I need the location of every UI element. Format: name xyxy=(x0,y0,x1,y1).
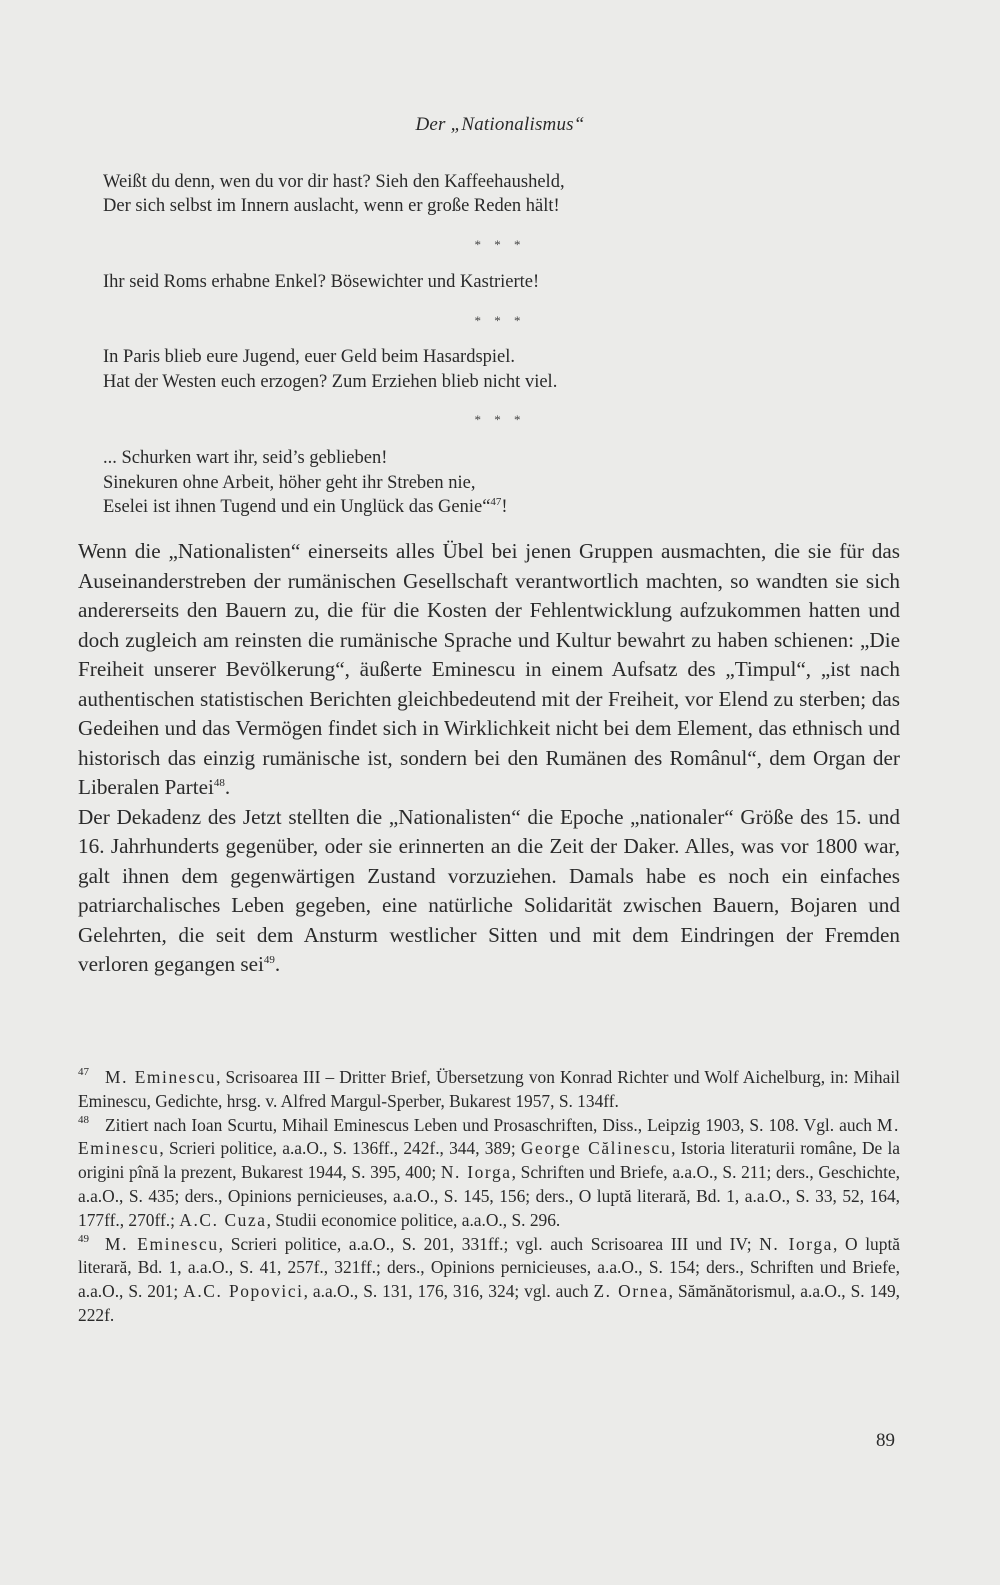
running-header: Der „Nationalismus“ xyxy=(415,114,585,135)
footnote-ref: 47 xyxy=(490,495,502,508)
stanza-separator: * * * xyxy=(474,412,526,427)
footnote-text: , a.a.O., S. 131, 176, 316, 324; vgl. auch xyxy=(303,1281,594,1302)
poem-line: Hat der Westen euch erzogen? Zum Erziehen blieb nicht viel. xyxy=(103,372,558,392)
footnote-text: , Scrisoarea III – Dritter Brief, Übersetzung von Konrad Richter und Wolf Aichelburg, in: Mihail Eminescu, Gedichte, hrsg. v. Alfred Margul-Sperber, Bukarest 1957, S. 134ff. xyxy=(78,1067,900,1111)
poem-last-line-text: Eselei ist ihnen Tugend und ein Unglück das Genie“ xyxy=(103,497,491,517)
footnote-text: , Istoria literaturii române, De la origini pînă la prezent, Bukarest 1944, S. 395, 400; xyxy=(78,1138,901,1183)
footnotes xyxy=(78,1066,900,1328)
poem-last-line-end: ! xyxy=(501,497,508,517)
footnote-ref: 48 xyxy=(213,776,225,789)
page-number: 89 xyxy=(876,1430,895,1451)
poem-line xyxy=(103,497,508,518)
footnote-text: , Studii economice politice, a.a.O., S. 296. xyxy=(266,1209,561,1230)
author-name: N. Iorga xyxy=(759,1233,833,1254)
author-name: Z. Ornea xyxy=(593,1281,669,1302)
paragraph-text: Der Dekadenz des Jetzt stellten die „Nationalisten“ die Epoche „nationaler“ Größe des 15. und 16. Jahrhunderts gegenüber, oder sie erinnerten an die Zeit der Daker. Alles, was vor 1800 war, galt ihnen dem gegenwärtigen Zustand vorzuziehen. Damals habe es noch ein einfaches patriarchalisches Leben gegeben, eine natürliche Solidarität zwischen Bauern, Bojaren und Gelehrten, die seit dem Ansturm westlicher Sitten und mit dem Eindringen der Fremden verloren gegangen sei xyxy=(78,804,900,976)
paragraph-text: Wenn die „Nationalisten“ einerseits alles Übel bei jenen Gruppen ausmachten, die sie für das Auseinanderstreben der rumänischen Gesellschaft verantwortlich machten, so wandten sie sich andererseits den Bauern zu, die für die Kosten der Fehlentwicklung aufzukommen hatten und doch zugleich am reinsten die rumänische Sprache und Kultur bewahrt zu haben schienen: „Die Freiheit unserer Bevölkerung“, äußerte Eminescu in einem Aufsatz des „Timpul“, „ist nach authentischen statistischen Berichten gleichbedeutend mit der Freiheit, vor Elend zu sterben; das Gedeihen und das Vermögen findet sich in Wirklichkeit nicht bei dem Element, das ethnisch und historisch das einzig rumänische ist, sondern bei den Rumänen des Românul“, dem Organ der Liberalen Partei xyxy=(78,539,900,799)
poem-line: Sinekuren ohne Arbeit, höher geht ihr Streben nie, xyxy=(103,473,476,493)
paragraph-end: . xyxy=(274,952,281,976)
author-name: M. Eminescu xyxy=(105,1067,217,1087)
footnote-text: Zitiert nach Ioan Scurtu, Mihail Eminescus Leben und Prosaschriften, Diss., Leipzig 1903, S. 108. Vgl. auch xyxy=(105,1114,877,1135)
poem-line: Weißt du denn, wen du vor dir hast? Sieh den Kaffeehausheld, xyxy=(103,172,565,192)
author-name: N. Iorga xyxy=(440,1162,512,1183)
author-name: M. Eminescu xyxy=(78,1114,900,1159)
footnote xyxy=(78,1233,900,1328)
footnote-ref: 49 xyxy=(263,953,275,966)
author-name: M. Eminescu xyxy=(105,1233,219,1254)
paragraph-end: . xyxy=(224,775,231,799)
footnote-number: 48 xyxy=(78,1113,89,1126)
main-text xyxy=(78,537,900,980)
footnote xyxy=(78,1066,900,1114)
author-name: A.C. Popovici xyxy=(183,1281,304,1302)
author-name: A.C. Cuza xyxy=(179,1209,267,1230)
paragraph xyxy=(78,537,900,803)
footnote-text: , O luptă literară, Bd. 1, a.a.O., S. 41, 257f., 321ff.; ders., Opinions pernicieuses, a.a.O., S. 154; ders., Schriften und Briefe, a.a.O., S. 201; xyxy=(78,1233,900,1302)
footnote xyxy=(78,1114,900,1233)
poem-line: In Paris blieb eure Jugend, euer Geld beim Hasardspiel. xyxy=(103,347,516,367)
footnote-number: 47 xyxy=(78,1066,89,1078)
author-name: George Călinescu xyxy=(520,1138,672,1159)
poem-line: Der sich selbst im Innern auslacht, wenn er große Reden hält! xyxy=(103,196,560,216)
poem-line: Ihr seid Roms erhabne Enkel? Bösewichter und Kastrierte! xyxy=(103,272,540,292)
footnote-text: , Scrieri politice, a.a.O., S. 136ff., 242f., 344, 389; xyxy=(159,1138,521,1159)
footnote-text: , Schriften und Briefe, a.a.O., S. 211; ders., Geschichte, a.a.O., S. 435; ders., Opinions pernicieuses, a.a.O., S. 145, 156; ders., O luptă literară, Bd. 1, a.a.O., S. 33, 52, 164, 177ff., 270ff.; xyxy=(78,1162,901,1230)
poem-line: ... Schurken wart ihr, seid’s geblieben! xyxy=(103,448,388,468)
stanza-separator: * * * xyxy=(474,237,526,252)
footnote-number: 49 xyxy=(78,1232,89,1245)
stanza-separator: * * * xyxy=(474,313,526,328)
paragraph xyxy=(78,803,900,980)
footnote-text: , Sămănătorismul, a.a.O., S. 149, 222f. xyxy=(78,1281,900,1325)
footnote-text: , Scrieri politice, a.a.O., S. 201, 331ff.; vgl. auch Scrisoarea III und IV; xyxy=(218,1233,760,1254)
